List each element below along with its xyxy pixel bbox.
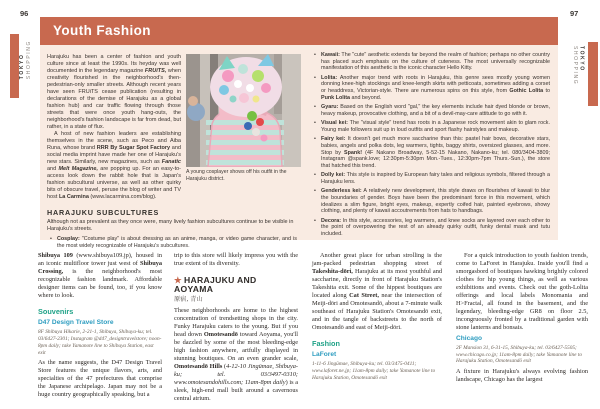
bullet-icon: • [50,236,52,243]
text-segment: 4-12-10 Jingūmae, Shibuya-ku; tel. 03/3497-0310; www.omotesandohills.com; 11am-8pm daily [174,363,298,387]
listing-heading-laforet: LaForet [312,351,337,359]
text-segment: is the neighborhood's most recognizable fashion landmark. Affordable designer items can be found, too, if you know where to look. [38,267,162,299]
chapter-title: TOKYO [578,46,585,72]
subculture-bullet-gyaru [311,104,550,117]
chapter-tab-right [588,42,598,106]
body-paragraph [38,252,162,300]
bullet-icon: • [314,188,316,195]
subculture-text [321,52,550,71]
subculture-text [321,136,550,169]
subculture-bullet-visual-kei [311,120,550,133]
listing-heading-chicago: Chicago [456,334,483,342]
body-column-4 [456,252,588,384]
body-paragraph: For a quick introduction to youth fashion trends, come to LaForet in Harajuku. Inside you'll find a smorgasbord of boutiques hawking brightly colored clothes for hip young things, as well as various exhibitions and events. Check out the goth-Lolita offerings and local labels Monomania and H>Fractal, all found in the basement, and the legendary, bleeding-edge GR8 on floor 2.5, incongruously fronted by a traditional garden with stone lanterns and bonsais. [456,252,588,331]
section-heading-fashion: Fashion [312,338,340,348]
text-segment: when creativity flourished in the neighborhood's then-pedestrian-only smaller streets. Although recent years have seen FRUiTS cease publication (resulting in declarations of the demise of Harajuku as a global fashion hub) and car traffic flowing through those streets that were once youth hang-outs, the neighborhood's fashion landscape is far from dead, but rather, in a state of flux. [47,67,182,130]
text-segment: RRR By Sugar Spot Factory [96,144,171,151]
feature-box-right [311,52,550,240]
subcultures-intro: Although not as prevalent as they once were, many lively fashion subcultures continue to be visible in Harajuku's streets. [47,219,294,233]
subculture-term: Kawaii: [321,52,340,58]
intro-row [47,54,301,201]
body-paragraph [312,252,442,332]
text-segment: and social media imprint have made her one of Harajuku's new stars. Similarly, new magazines, such as [47,144,181,165]
body-paragraph: A fixture in Harajuku's always evolving fashion landscape, Chicago has the largest [456,367,588,383]
text-segment: This style is inspired by European fairy tales and religious symbols, filtered through a Harajuku lens. [321,172,550,185]
body-column-3 [312,252,442,384]
text-segment: Harajuku at its most youthful and saccharine, directly in front of Harajuku Station's Takeshita exit. Some of the hippest boutiques are located along [312,267,442,299]
subculture-term: Gyaru: [321,104,339,111]
subculture-bullet-dolly-kei [311,172,550,185]
text-segment: Harajuku has been a center of fashion and youth culture since at least the 1990s. Its heyday was well documented in the legendary magazine [47,54,181,74]
text-segment: These neighborhoods are home to the highest concentration of trendsetting shops in the city. Funky Harajuku caters to the young. But if you head down [174,307,298,339]
chapter-section: SHOPPING [25,40,32,80]
subculture-term: Fairy kei: [321,136,346,143]
text-segment: ) is a sleek, high-end mall built around a cavernous central atrium. [174,379,298,403]
text-segment: near the intersection of Meiji-dōri and Omotesandō, about a 7-minute walk southeast of Harajuku Station's Omotesandō exit, and in the tangle of backstreets to the north of Omotesandō and east of Meiji-dōri. [312,291,442,331]
page-number-right: 97 [570,9,579,18]
bullet-icon: • [314,74,316,81]
japanese-heading: 原宿, 青山 [174,296,203,304]
text-segment: Another great place for urban strolling is the jam-packed pedestrian shopping street of [312,252,442,267]
subculture-term: Cosplay: [57,236,80,243]
subculture-term: Decora: [321,217,342,224]
subculture-bullet-decora [311,218,550,238]
body-paragraph [174,307,298,403]
subculture-text [321,104,550,117]
subculture-text [321,75,550,101]
text-segment: Omotesandō Hills [174,363,223,371]
subculture-bullet-kawaii [311,52,550,72]
subculture-bullet-cosplay [47,236,297,249]
feature-box-left [47,54,301,250]
subculture-term: Lolita: [321,74,338,81]
listing-heading-d47: D47 Design Travel Store [38,319,114,327]
subculture-text [321,218,550,237]
subculture-term: Genderless kei: [321,188,362,195]
chapter-section: SHOPPING [571,46,578,86]
text-segment: A relatively new development, this style draws on flourishes of kawaii to blur the boundaries of gender. Boys have been the predominant force in this movement, which idealizes a slim figure, bright eyes, makeup, expertly coifed hair, painted eyebrows, showy clothing, and plenty of kawaii accoutrements from hats to handbags. [321,188,550,215]
text-segment: Based on the English word "gal," the key elements include hair dyed blonde or brown, heavy makeup, provocative clothing, and a bit of a devil-may-care attitude to go with it. [321,104,550,117]
text-segment: Shibuya 109 [38,252,73,259]
text-segment: The "visual style" trend has roots in a Japanese rock movement akin to glam rock. Young male followers suit up in loud outfits and sport flashy hairstyles and makeup. [321,120,550,133]
text-segment: Melt Magazine, [58,165,99,172]
text-segment: It doesn't get much more saccharine than this: pastel hair bows, decorative stars, babies, angels and polka dots, leg warmers, tights, baggy shirts, oversized glasses, and more. Stop by [321,136,551,156]
body-column-2 [174,252,298,403]
text-segment: Cat Street, [349,291,379,299]
subculture-term: Dolly kei: [321,172,346,179]
subcultures-heading: HARAJUKU SUBCULTURES [47,207,160,217]
heading-text: HARAJUKU AND AOYAMA [174,274,257,295]
subculture-bullet-fairy-kei [311,136,550,170]
subculture-bullet-lolita [311,75,550,102]
intro-text [47,54,181,201]
bullet-icon: • [314,136,316,143]
text-segment: FRUiTS, [144,67,167,74]
subculture-text [321,120,550,133]
feature-title: Youth Fashion [40,17,558,45]
text-segment: toward Aoyama, you'll be dazzled by some of the most bleeding-edge high fashion anywhere, artfully displayed in stunning boutiques. On an even grander scale, [174,331,298,363]
text-segment: La Carmina [58,193,89,200]
section-heading-souvenirs: Souvenirs [38,306,74,316]
text-segment: In this style, accessories, leg warmers, and knee socks are layered over each other to the point of overpowering the rest of an already quirky outfit, funky dental mask and tutu included. [321,217,550,238]
star-icon: ★ [174,274,183,285]
text-segment: The "cute" aesthetic extends far beyond the realm of fashion; perhaps no other country has placed such emphasis on the culture of cuteness. The most universally recognizable manifestation of this aesthetic is the iconic character Hello Kitty. [321,52,550,72]
subculture-bullet-genderless-kei [311,188,550,215]
bullet-icon: • [314,217,316,224]
feature-box [40,45,558,249]
body-paragraph: trip to this store will likely impress you with the true extent of its diversity. [174,252,298,267]
listing-info: 1-11-6 Jingūmae, Shibuya-ku; tel. 03/3475-0411; www.laforet.ne.jp; 11am-8pm daily; take Yamanote line to Harajuku Station, Omotesandō exit [312,360,436,381]
text-segment: "Costume play" is about dressing as an anime, manga, or video game character, and is the most widely recognizable of Harajuku's subcultures. [57,236,297,249]
section-heading-harajuku-aoyama [174,276,298,295]
bullet-icon: • [314,120,316,127]
text-segment: Fanatic [161,158,181,165]
bullet-icon: • [314,52,316,58]
intro-paragraph [47,54,181,131]
text-segment: (4F Nakano Broadway, 5-52-15 Nakano, Nakano-ku; tel. 080/3404-3809; Instagram @spank.love; 12:30pm-5:30pm Mon.-Tues., 12:30pm-7pm Thurs.-Sun.), the store that hatched this trend. [321,149,550,169]
subculture-text [321,172,550,185]
text-segment: and beyond. [350,94,382,101]
subculture-term: Visual kei: [321,120,348,127]
chapter-label-left [19,40,33,79]
listing-info: 2F Mansion 31, 6-31-15, Shibuya-ku; tel. 03/6427-5505; www.chicago.co.jp; 11am-8pm daily; take Yamanote line to Harajuku Station, Omotesandō exit [456,344,582,365]
text-segment: ( [222,363,227,371]
text-segment: Another major trend with roots in Harajuku, this genre sees mostly young women donning knee-high stockings and knee-length skirts with petticoats, sometimes adding a corset or headdress, Victorian-style. There are numerous spins on this style, from [321,74,550,95]
text-segment: (www.shibuya109.jp), housed in an iconic multifloor tower just west of [38,252,162,267]
text-segment: to [543,88,550,95]
text-segment: and [47,165,59,172]
text-segment: Gothic Lolita [509,88,544,95]
chapter-label-right [571,46,585,85]
text-segment: Takeshita-dōri, [312,267,353,275]
photo-caption: A young cosplayer shows off his outfit in the Harajuku district. [186,169,287,182]
page-number-left: 96 [20,9,29,18]
text-segment: A host of new fashion leaders are establishing themselves in the scene, such as Peco and Aiba Runa, whose brand [47,130,181,151]
text-segment: Omotesandō [203,331,238,339]
cosplayer-photo [186,54,301,167]
body-paragraph: As the name suggests, the D47 Design Travel Store features the unique flavors, arts, and specialties of the 47 prefectures that comprise the Japanese archipelago. Japan may not be a huge country geographically speaking, but a [38,359,162,398]
listing-info: 8F Shibuya Hikarie, 2-21-1, Shibuya, Shibuya-ku; tel. 03/6427-2301; Instagram @d47_designtravelstore; noon-8pm daily; take Yamanote line to Shibuya Station, east exit [38,329,162,356]
subculture-text [57,236,297,249]
bullet-icon: • [314,172,316,179]
text-segment: (www.lacarmina.com/blog). [88,193,157,200]
chapter-title: TOKYO [19,53,25,80]
body-column-1 [38,252,162,399]
text-segment: are popping up. For an easy-to-access look down the rabbit hole that is Japan's fashion subcultural universe, as well as other quirky bits of obscure travel, peruse the blog of writer and TV host [47,165,182,200]
text-segment: Punk Lolita [321,94,351,101]
text-segment: Shibuya Crossing, [38,259,162,275]
intro-paragraph [47,131,181,201]
text-segment: Spank! [344,149,363,156]
bullet-icon: • [314,104,316,111]
chapter-tab-left [10,34,19,98]
photo-block [186,54,301,201]
